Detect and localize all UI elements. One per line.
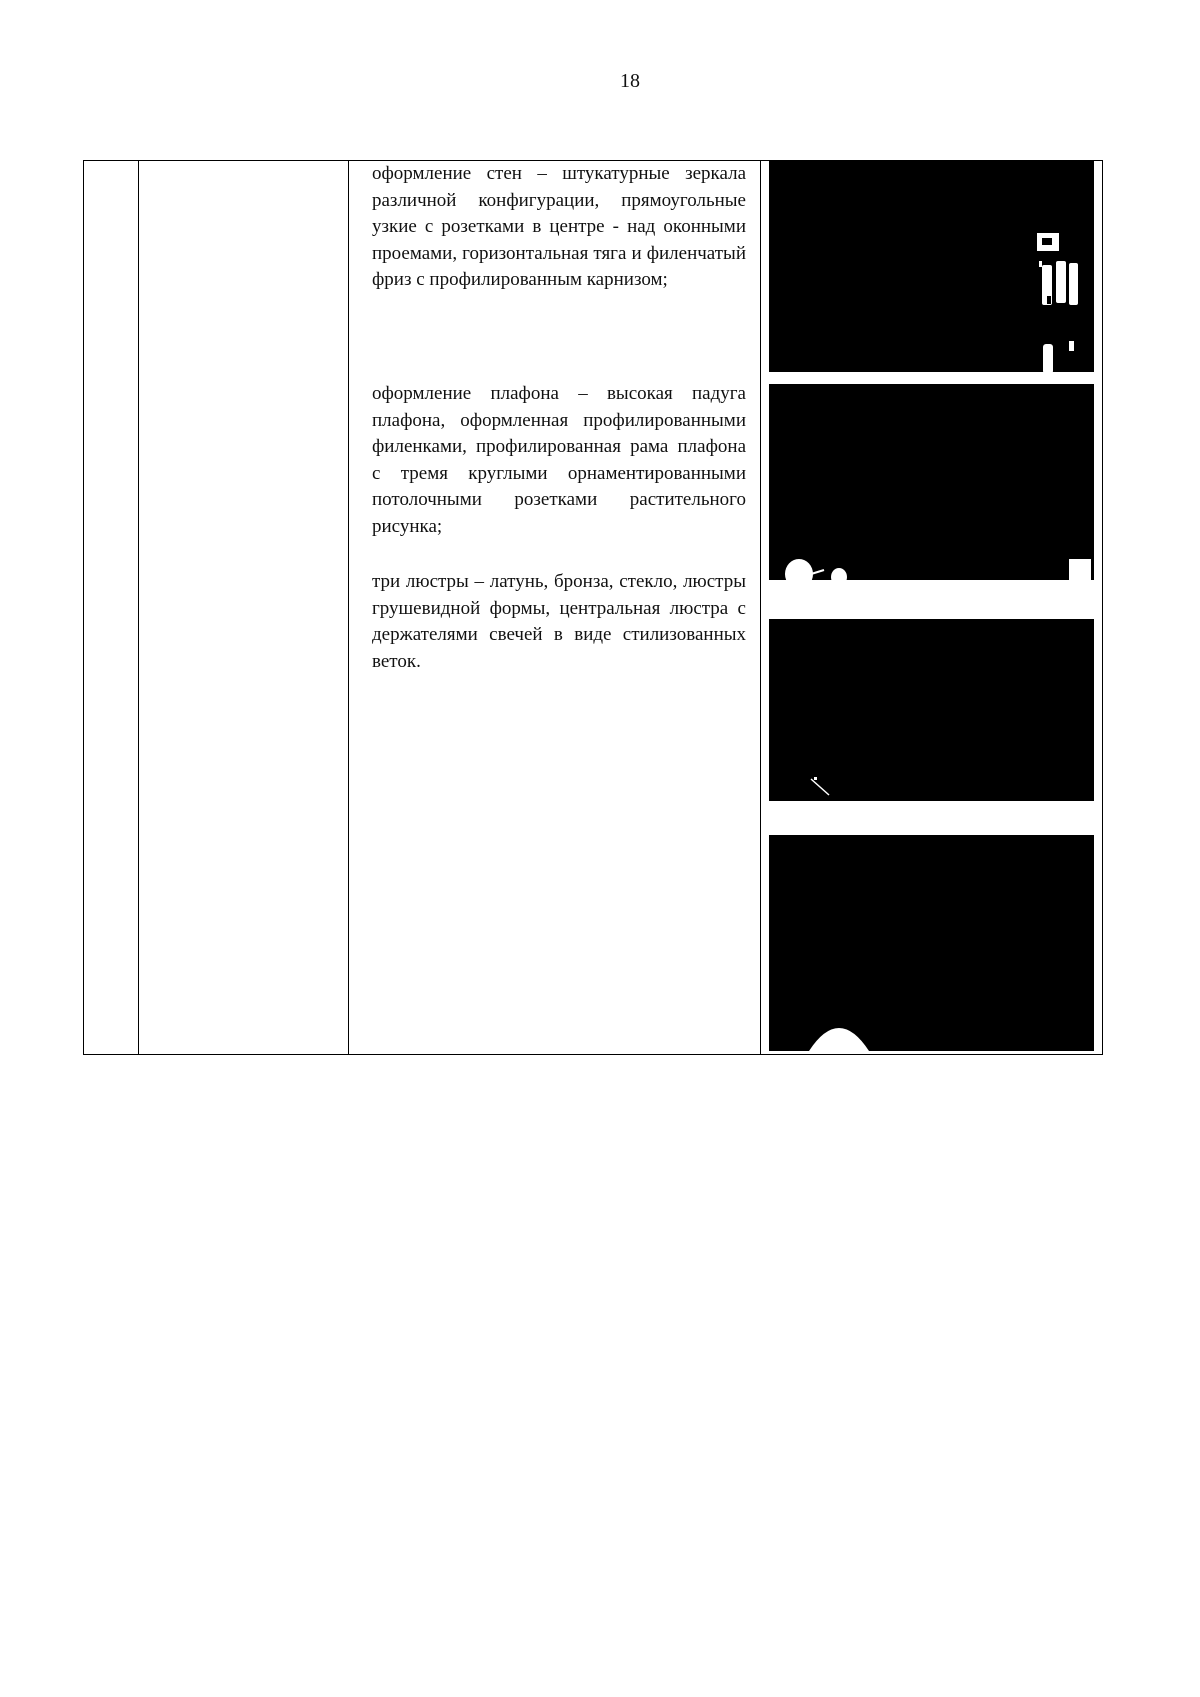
page-number: 18 <box>620 70 640 92</box>
description-ceiling: оформление плафона – высокая падуга плафона, оформленная профилированными филенками, профилированная рама плафона с тремя круглыми орнаментированными потолочными розетками растительного рисунка; <box>372 383 746 537</box>
table-column-divider <box>138 161 139 1054</box>
interior-photo-ceiling <box>769 384 1094 587</box>
interior-photo-walls <box>769 161 1094 376</box>
description-chandeliers: три люстры – латунь, бронза, стекло, люстры грушевидной формы, центральная люстра с держателями свечей в виде стилизованных веток. <box>372 571 746 672</box>
interior-photo-chandelier <box>769 835 1094 1051</box>
description-walls: оформление стен – штукатурные зеркала различной конфигурации, прямоугольные узкие с розетками в центре - над оконными проемами, горизонтальная тяга и филенчатый фриз с профилированным карнизом; <box>372 163 746 290</box>
description-table <box>83 160 1103 1055</box>
table-column-divider <box>348 161 349 1054</box>
description-cell <box>360 161 756 1054</box>
table-column-divider <box>760 161 761 1054</box>
interior-photo-ceiling-detail <box>769 619 1094 801</box>
